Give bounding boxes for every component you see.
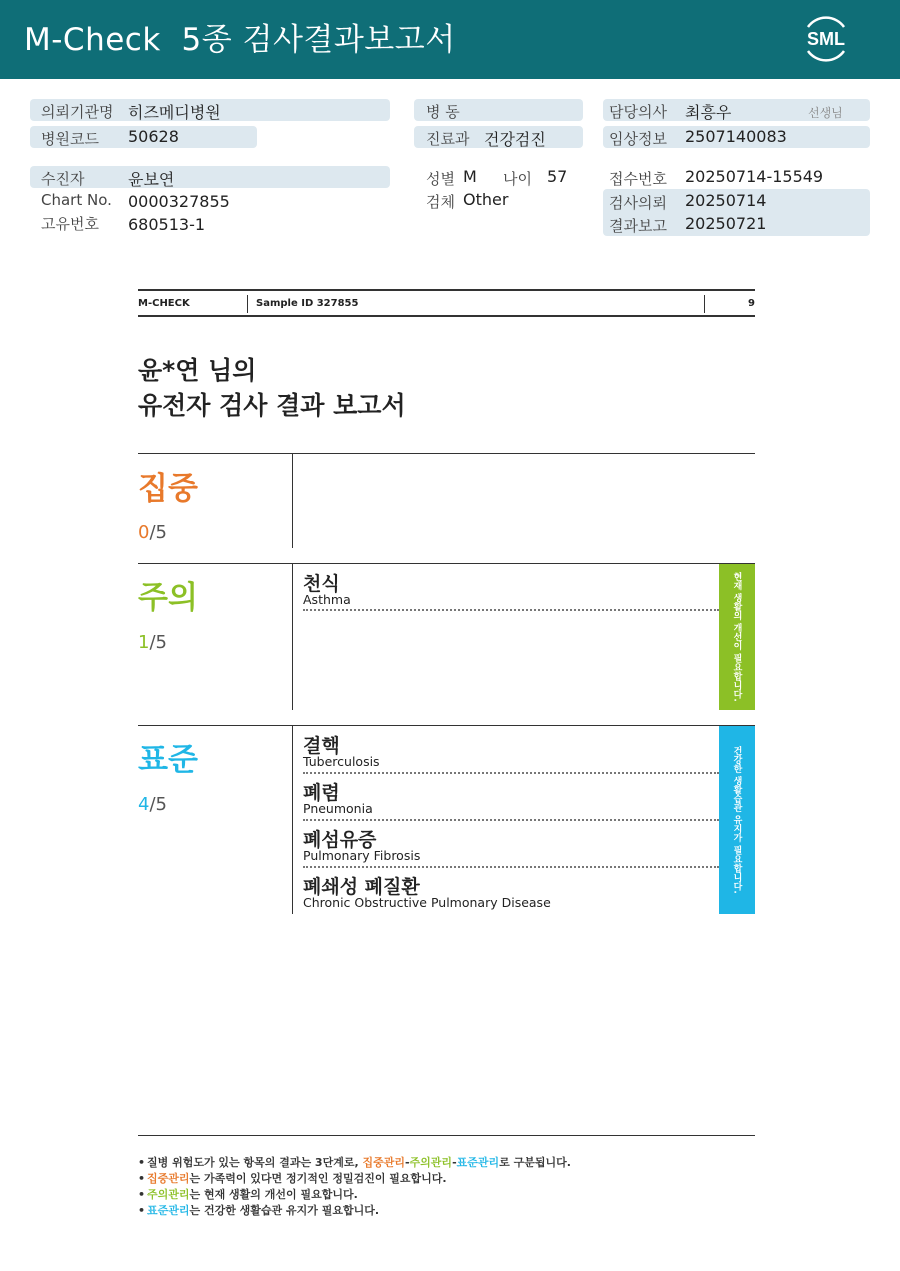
note-3: • 주의관리는 현재 생활의 개선이 필요합니다. <box>138 1188 358 1201</box>
sex-value: M <box>463 167 477 186</box>
institution-value: 히즈메디병원 <box>128 103 221 122</box>
patient-value: 윤보연 <box>128 170 175 189</box>
standard-item-pneumonia-en: Pneumonia <box>303 801 373 816</box>
page-number: 9 <box>748 298 755 309</box>
focus-count-total: /5 <box>149 522 167 543</box>
item-dotted-rule <box>303 819 719 821</box>
greeting-name: 윤*연 님의 <box>138 356 257 385</box>
clinical-value: 2507140083 <box>685 127 787 146</box>
hospital-code-label: 병원코드 <box>41 130 99 148</box>
age-value: 57 <box>547 167 568 186</box>
item-dotted-rule <box>303 866 719 868</box>
footer-rule <box>138 1135 755 1136</box>
receipt-value: 20250714-15549 <box>685 167 824 186</box>
caution-count-total: /5 <box>149 632 167 653</box>
result-value: 20250721 <box>685 214 767 233</box>
header-divider <box>704 295 705 313</box>
standard-side-text: 건강한 생활습관 유지가 필요합니다. <box>731 746 742 894</box>
standard-title: 표준 <box>138 742 198 778</box>
ward-label: 병 동 <box>426 103 460 121</box>
dept-label: 진료과 <box>426 130 470 148</box>
caution-count <box>138 632 167 653</box>
caution-item-asthma-en: Asthma <box>303 592 351 607</box>
institution-label: 의뢰기관명 <box>41 103 114 121</box>
focus-section-divider <box>292 454 293 548</box>
standard-side-banner <box>719 726 755 914</box>
standard-section-divider <box>292 726 293 914</box>
standard-count-value: 4 <box>138 794 150 815</box>
header-divider <box>247 295 248 313</box>
caution-side-banner <box>719 564 755 710</box>
standard-item-copd: 폐쇄성 폐질환 <box>303 876 420 898</box>
report-header-bottom-rule <box>138 315 755 317</box>
chart-label: Chart No. <box>41 191 112 209</box>
specimen-value: Other <box>463 190 509 209</box>
hospital-code-value: 50628 <box>128 127 179 146</box>
caution-side-text: 현재 생활의 개선이 필요합니다. <box>731 572 742 702</box>
sex-label: 성별 <box>426 170 455 188</box>
doctor-suffix: 선생님 <box>808 106 843 120</box>
doctor-value: 최흥우 <box>685 103 732 122</box>
note-4: • 표준관리는 건강한 생활습관 유지가 필요합니다. <box>138 1204 380 1217</box>
caution-section-rule <box>138 563 755 564</box>
focus-count-value: 0 <box>138 522 150 543</box>
sample-id: Sample ID 327855 <box>256 298 359 309</box>
logo-text: SML <box>807 29 845 49</box>
result-label: 결과보고 <box>609 217 667 235</box>
chart-value: 0000327855 <box>128 192 230 211</box>
standard-item-pulmonary-fibrosis: 폐섬유증 <box>303 829 377 851</box>
focus-section-rule <box>138 453 755 454</box>
request-value: 20250714 <box>685 191 767 210</box>
standard-item-tuberculosis-en: Tuberculosis <box>303 754 380 769</box>
standard-item-pulmonary-fibrosis-en: Pulmonary Fibrosis <box>303 848 421 863</box>
caution-title: 주의 <box>138 580 198 616</box>
item-dotted-rule <box>303 772 719 774</box>
age-label: 나이 <box>503 170 532 188</box>
sml-logo <box>798 13 854 65</box>
standard-section-rule <box>138 725 755 726</box>
dept-value: 건강검진 <box>484 130 546 149</box>
report-header-top-rule <box>138 289 755 291</box>
focus-count <box>138 522 167 543</box>
note-1: • 질병 위험도가 있는 항목의 결과는 3단계로, 집중관리-주의관리-표준관리로 구분됩니다. <box>138 1156 571 1169</box>
request-label: 검사의뢰 <box>609 194 667 212</box>
standard-item-copd-en: Chronic Obstructive Pulmonary Disease <box>303 895 551 910</box>
caution-section-divider <box>292 564 293 710</box>
id-value: 680513-1 <box>128 215 206 234</box>
standard-count <box>138 794 167 815</box>
doctor-label: 담당의사 <box>609 103 667 121</box>
focus-title: 집중 <box>138 471 198 507</box>
greeting-subtitle: 유전자 검사 결과 보고서 <box>138 391 406 420</box>
standard-item-pneumonia: 폐렴 <box>303 782 340 804</box>
caution-item-asthma: 천식 <box>303 573 340 595</box>
id-label: 고유번호 <box>41 215 99 233</box>
note-2: • 집중관리는 가족력이 있다면 정기적인 정밀검진이 필요합니다. <box>138 1172 447 1185</box>
item-dotted-rule <box>303 609 719 611</box>
clinical-label: 임상정보 <box>609 130 667 148</box>
report-title: M-Check 5종 검사결과보고서 <box>24 22 456 58</box>
patient-label: 수진자 <box>41 170 85 188</box>
caution-count-value: 1 <box>138 632 150 653</box>
report-brand: M-CHECK <box>138 298 190 309</box>
specimen-label: 검체 <box>426 193 455 211</box>
receipt-label: 접수번호 <box>609 170 667 188</box>
standard-item-tuberculosis: 결핵 <box>303 735 340 757</box>
standard-count-total: /5 <box>149 794 167 815</box>
header-bar <box>0 0 900 79</box>
